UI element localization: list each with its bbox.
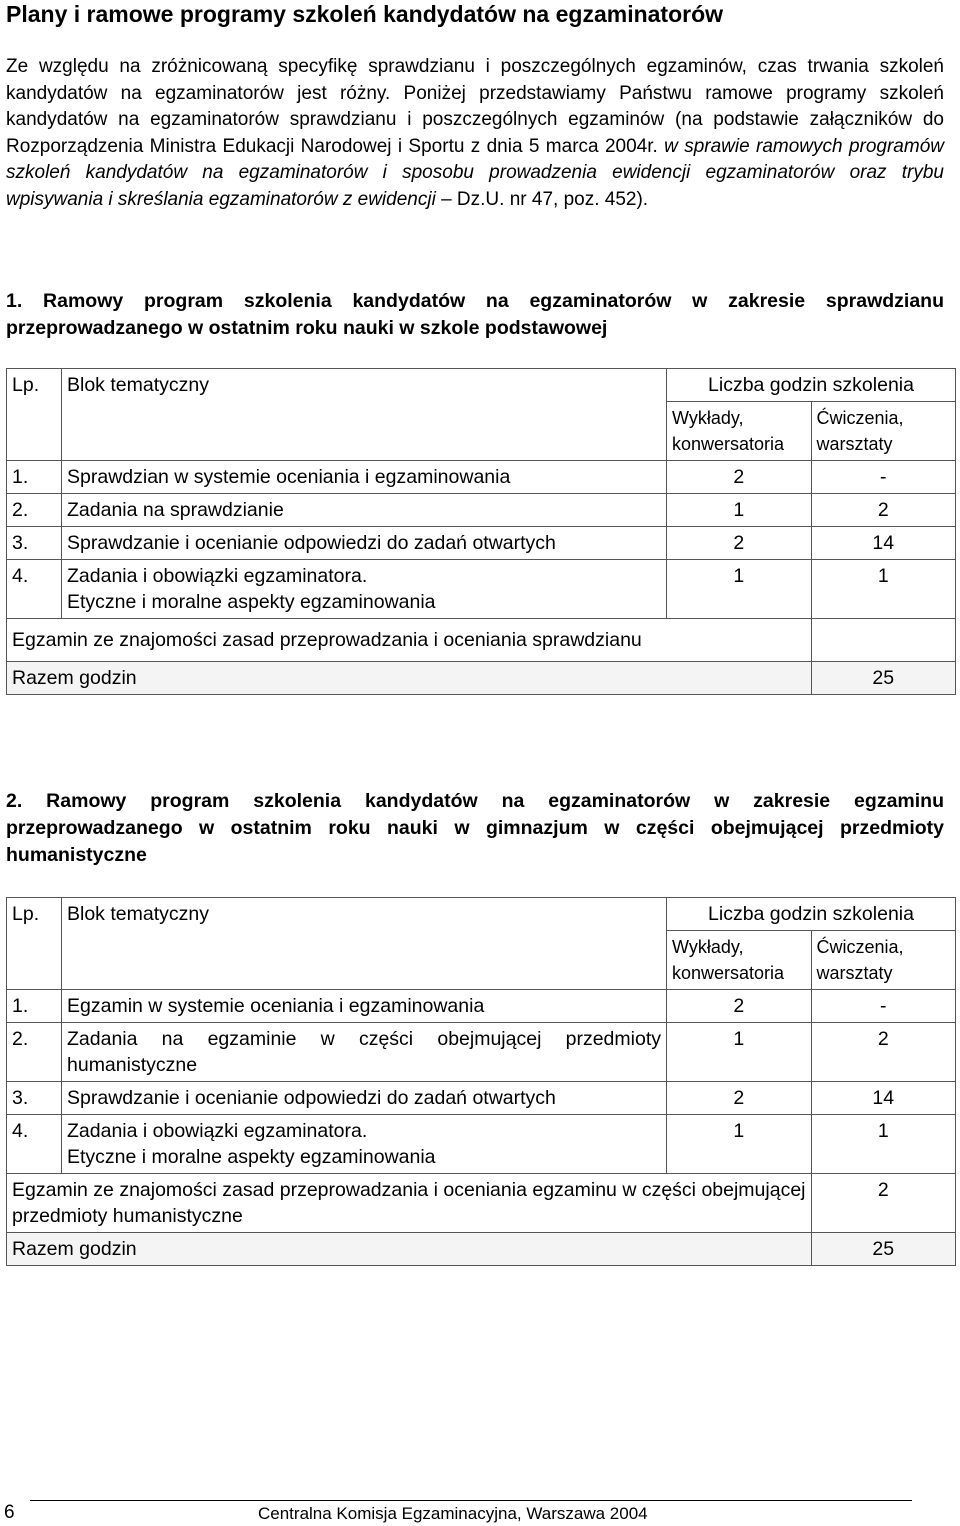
- row-topic: Sprawdzanie i ocenianie odpowiedzi do zadań otwartych: [62, 527, 667, 560]
- page-number: 6: [4, 1502, 15, 1523]
- table-row: [7, 560, 956, 619]
- row-lp: 3.: [7, 527, 62, 560]
- table-header-row: [7, 369, 956, 402]
- row-lp: 4.: [7, 560, 62, 619]
- row-lectures: 2: [667, 527, 812, 560]
- exam-label: Egzamin ze znajomości zasad przeprowadzania i oceniania sprawdzianu: [7, 619, 812, 662]
- row-practice: 14: [811, 1082, 956, 1115]
- row-topic: Zadania na sprawdzianie: [62, 494, 667, 527]
- row-practice: -: [811, 990, 956, 1023]
- row-lp: 2.: [7, 1023, 62, 1082]
- row-topic-line-2: Etyczne i moralne aspekty egzaminowania: [67, 1146, 436, 1168]
- row-lp: 2.: [7, 494, 62, 527]
- col-hours-header: Liczba godzin szkolenia: [667, 369, 956, 402]
- total-hours: 25: [811, 1233, 956, 1266]
- exam-label: Egzamin ze znajomości zasad przeprowadzania i oceniania egzaminu w części obejmującej przedmioty humanistyczne: [7, 1174, 812, 1233]
- col-lp-header: Lp.: [7, 898, 62, 990]
- footer-rule: [30, 1500, 912, 1501]
- row-lp: 3.: [7, 1082, 62, 1115]
- section-2-heading: 2. Ramowy program szkolenia kandydatów na egzaminatorów w zakresie egzaminu przeprowadzanego w ostatnim roku nauki w gimnazjum w części obejmującej przedmioty humanistyczne: [6, 790, 944, 866]
- exam-row: [7, 619, 956, 662]
- row-lp: 1.: [7, 461, 62, 494]
- row-practice: 2: [811, 1023, 956, 1082]
- footer-text: Centralna Komisja Egzaminacyjna, Warszawa 2004: [258, 1504, 648, 1523]
- row-lectures: 2: [667, 1082, 812, 1115]
- section-1-table: [6, 368, 956, 695]
- row-topic: [62, 1115, 667, 1174]
- table-row: [7, 1115, 956, 1174]
- col-practice-header: Ćwiczenia, warsztaty: [811, 931, 956, 990]
- row-topic: Sprawdzanie i ocenianie odpowiedzi do zadań otwartych: [62, 1082, 667, 1115]
- total-row: [7, 662, 956, 695]
- row-practice: -: [811, 461, 956, 494]
- total-row: [7, 1233, 956, 1266]
- exam-hours: 2: [811, 1174, 956, 1233]
- row-lp: 4.: [7, 1115, 62, 1174]
- total-hours: 25: [811, 662, 956, 695]
- table-row: [7, 494, 956, 527]
- row-practice: 1: [811, 1115, 956, 1174]
- col-lectures-header: Wykłady, konwersatoria: [667, 931, 812, 990]
- document-title: Plany i ramowe programy szkoleń kandydatów na egzaminatorów: [6, 1, 724, 27]
- table-row: [7, 1023, 956, 1082]
- row-topic-line-1: Zadania i obowiązki egzaminatora.: [67, 565, 368, 587]
- row-lp: 1.: [7, 990, 62, 1023]
- col-hours-header: Liczba godzin szkolenia: [667, 898, 956, 931]
- exam-hours: [811, 619, 956, 662]
- row-topic-line-2: Etyczne i moralne aspekty egzaminowania: [67, 591, 436, 613]
- table-row: [7, 527, 956, 560]
- table-row: [7, 990, 956, 1023]
- intro-regulation-title: w sprawie ramowych programów szkoleń kandydatów na egzaminatorów i sposobu prowadzenia ewidencji egzaminatorów oraz trybu wpisywania i skreślania egzaminatorów z ewidencji: [6, 135, 944, 210]
- row-practice: 1: [811, 560, 956, 619]
- row-practice: 2: [811, 494, 956, 527]
- row-topic-line-1: Zadania i obowiązki egzaminatora.: [67, 1120, 368, 1142]
- table-row: [7, 461, 956, 494]
- row-topic: Sprawdzian w systemie oceniania i egzaminowania: [62, 461, 667, 494]
- intro-text: Ze względu na zróżnicowaną specyfikę sprawdzianu i poszczególnych egzaminów, czas trwania szkoleń kandydatów na egzaminatorów jest różny. Poniżej przedstawiamy Państwu ramowe programy szkoleń kandydatów na egzaminatorów sprawdzianu i poszczególnych egzaminów (na podstawie załączników do Rozporządzenia Ministra Edukacji Narodowej i Sportu z dnia 5 marca 2004r.: [6, 56, 944, 157]
- col-lectures-header: Wykłady, konwersatoria: [667, 402, 812, 461]
- row-lectures: 2: [667, 990, 812, 1023]
- intro-citation: – Dz.U. nr 47, poz. 452).: [435, 188, 649, 210]
- table-row: [7, 1082, 956, 1115]
- row-lectures: 1: [667, 560, 812, 619]
- row-lectures: 1: [667, 1115, 812, 1174]
- row-topic: Egzamin w systemie oceniania i egzaminowania: [62, 990, 667, 1023]
- row-topic: [62, 560, 667, 619]
- section-1-heading: 1. Ramowy program szkolenia kandydatów na egzaminatorów w zakresie sprawdzianu przeprowadzanego w ostatnim roku nauki w szkole podstawowej: [6, 290, 944, 339]
- row-practice: 14: [811, 527, 956, 560]
- col-topic-header: Blok tematyczny: [62, 898, 667, 990]
- row-lectures: 2: [667, 461, 812, 494]
- col-practice-header: Ćwiczenia, warsztaty: [811, 402, 956, 461]
- intro-paragraph: [6, 54, 944, 213]
- col-topic-header: Blok tematyczny: [62, 369, 667, 461]
- col-lp-header: Lp.: [7, 369, 62, 461]
- total-label: Razem godzin: [7, 662, 812, 695]
- row-lectures: 1: [667, 494, 812, 527]
- row-lectures: 1: [667, 1023, 812, 1082]
- row-topic: Zadania na egzaminie w części obejmującej przedmioty humanistyczne: [62, 1023, 667, 1082]
- exam-row: [7, 1174, 956, 1233]
- total-label: Razem godzin: [7, 1233, 812, 1266]
- section-2-table: [6, 897, 956, 1266]
- table-header-row: [7, 898, 956, 931]
